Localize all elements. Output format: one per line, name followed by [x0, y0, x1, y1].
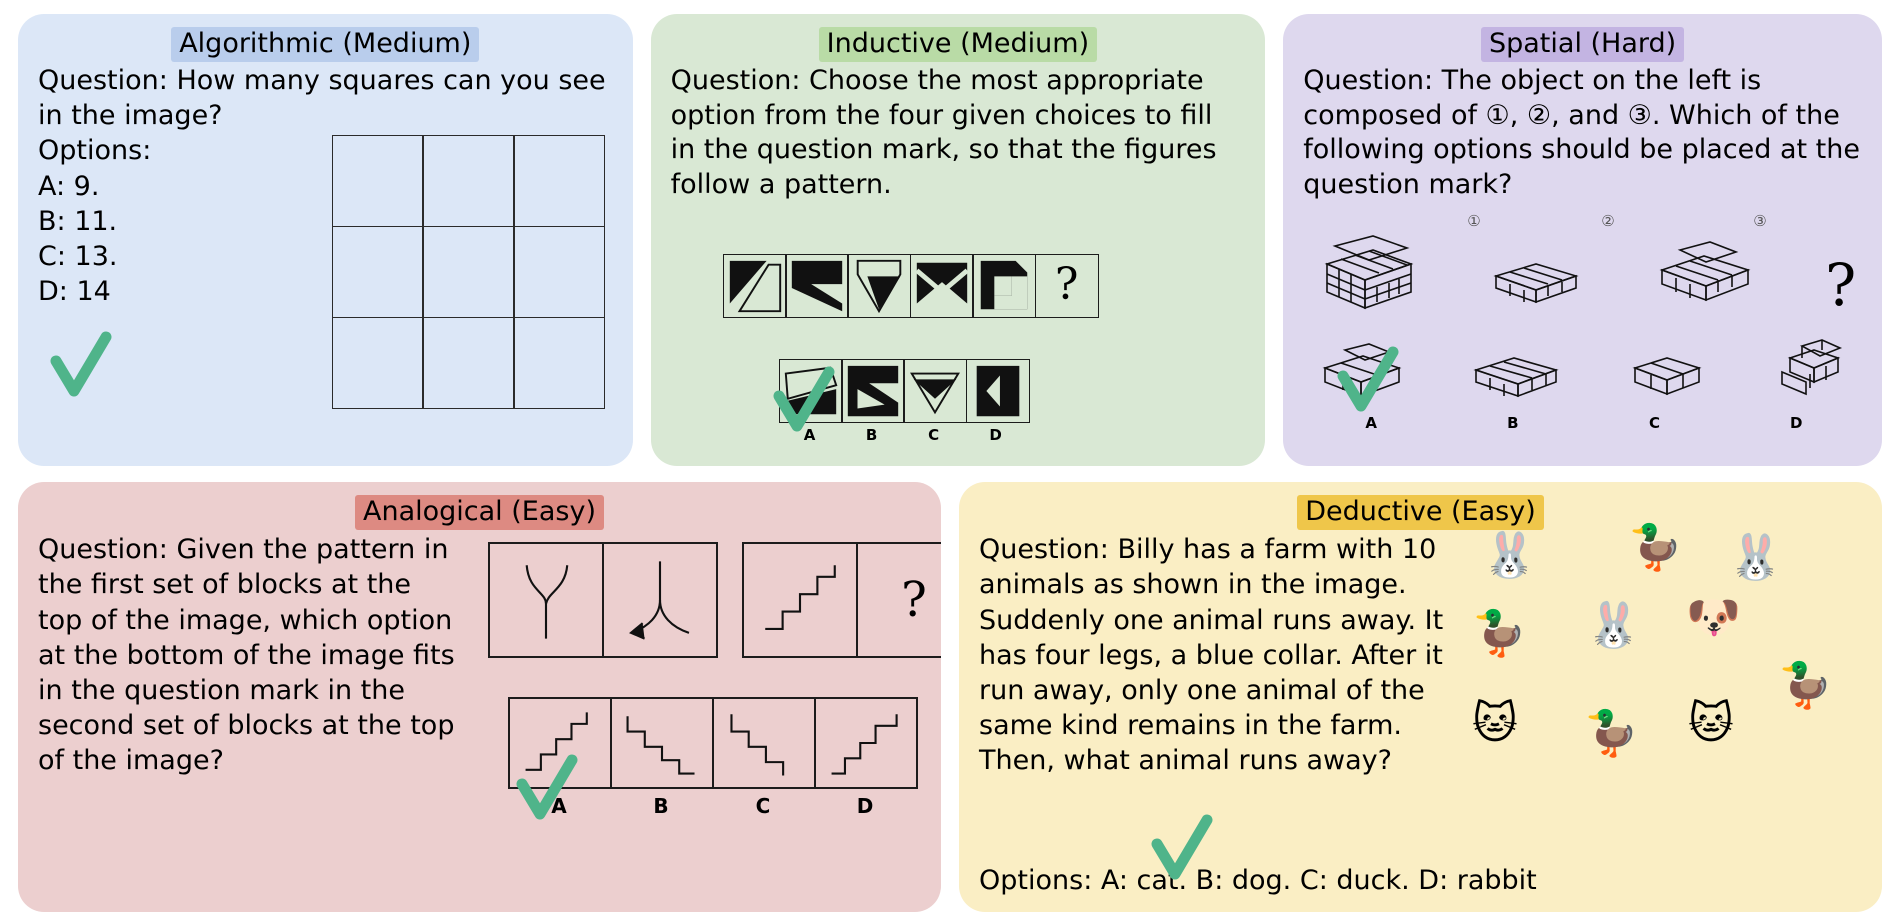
- piece-label-1: ①: [1467, 212, 1481, 230]
- option-d[interactable]: D: 14: [38, 275, 111, 307]
- card-analogical: [18, 482, 941, 912]
- option-c-figure[interactable]: [1621, 344, 1711, 406]
- spatial-options-row: [1311, 332, 1856, 406]
- spatial-option-letters: [1311, 414, 1856, 432]
- question-label: Question: [1303, 65, 1424, 97]
- sequence-cell-1: [723, 254, 787, 318]
- animal-rabbit-1: 🐰: [1482, 530, 1537, 581]
- card-title-algorithmic: [38, 28, 613, 60]
- piece-label-3: ③: [1753, 212, 1767, 230]
- question-mark-label: ?: [901, 572, 927, 628]
- option-letter-c: C: [755, 794, 771, 818]
- sequence-cell-2: [785, 254, 849, 318]
- question-text-spatial: [1303, 64, 1862, 202]
- card-title-label: Algorithmic (Medium): [171, 27, 479, 62]
- question-body: : The object on the left is composed of ①, ②, and ③. Which of the following options should be placed at the question mark?: [1303, 65, 1860, 201]
- question-body: : Billy has a farm with 10 animals as shown in the image. Suddenly one animal runs away. It has four legs, a blue collar. After it run away, only one animal of the same kind remains in the farm. Then, what animal runs away?: [979, 534, 1444, 776]
- options-deductive: [979, 865, 1537, 896]
- option-cell-b[interactable]: [610, 697, 714, 789]
- option-letter-a: A: [1365, 414, 1378, 432]
- inductive-sequence-row: [723, 254, 1097, 318]
- question-body: : Choose the most appropriate option from the four given choices to fill in the question mark, so that the figures follow a pattern.: [670, 65, 1217, 201]
- option-letter-c: C: [928, 426, 940, 444]
- option-letter-d: D: [856, 794, 874, 818]
- card-deductive: [959, 482, 1882, 912]
- piece-label-2: ②: [1601, 212, 1615, 230]
- options-label: Options: [38, 135, 143, 167]
- first-set-cell-2: [602, 542, 718, 658]
- options-algorithmic: Options: A: 9. B: 11. C: 13. D: 14: [38, 133, 613, 308]
- option-a-figure[interactable]: [1311, 342, 1411, 406]
- card-title-deductive: [979, 496, 1862, 528]
- option-letter-b: B: [865, 426, 878, 444]
- option-letter-d: D: [1789, 414, 1803, 432]
- inductive-option-letters: [779, 426, 1027, 444]
- options-body[interactable]: : A: cat. B: dog. C: duck. D: rabbit: [1083, 865, 1537, 896]
- animal-duck-2: 🦆: [1472, 608, 1527, 659]
- option-letter-a: A: [551, 794, 567, 818]
- animal-cat-1: 🐱: [1472, 698, 1518, 749]
- animal-duck-4: 🦆: [1584, 708, 1639, 759]
- option-cell-a[interactable]: [508, 697, 612, 789]
- card-algorithmic: [18, 14, 633, 466]
- card-title-label: Spatial (Hard): [1481, 27, 1684, 62]
- card-title-label: Analogical (Easy): [355, 495, 604, 530]
- question-text-inductive: [671, 64, 1246, 202]
- option-letter-b: B: [1507, 414, 1519, 432]
- spatial-question-mark: ?: [1825, 251, 1857, 319]
- animal-duck-1: 🦆: [1628, 522, 1683, 573]
- animal-rabbit-3: 🐰: [1586, 600, 1641, 651]
- question-text-algorithmic: [38, 64, 613, 133]
- analogical-option-letters: [508, 794, 916, 818]
- sequence-cell-question: [1035, 254, 1099, 318]
- first-set-cell-1: [488, 542, 604, 658]
- card-title-label: Deductive (Easy): [1297, 495, 1543, 530]
- option-d-figure[interactable]: [1766, 332, 1856, 406]
- composed-object-figure: [1311, 230, 1421, 314]
- second-set-cell-1: [742, 542, 858, 658]
- animal-duck-3: 🦆: [1778, 660, 1833, 711]
- card-spatial: [1283, 14, 1882, 466]
- top-row: [18, 14, 1882, 466]
- card-title-spatial: [1303, 28, 1862, 60]
- options-label: Options: [979, 865, 1084, 896]
- option-cell-c[interactable]: [903, 359, 967, 423]
- option-cell-c[interactable]: [712, 697, 816, 789]
- animal-rabbit-2: 🐰: [1728, 532, 1783, 583]
- option-letter-a: A: [803, 426, 816, 444]
- analogical-second-set: [742, 542, 941, 658]
- question-text-deductive: [979, 532, 1479, 778]
- option-letter-d: D: [989, 426, 1002, 444]
- card-title-analogical: [38, 496, 921, 528]
- sequence-cell-5: [972, 254, 1036, 318]
- question-mark-label: ?: [1054, 259, 1079, 310]
- question-body: : Given the pattern in the first set of blocks at the top of the image, which option at the bottom of the image fits in the question mark in the second set of blocks at the top of the image?: [38, 534, 455, 776]
- sequence-cell-4: [910, 254, 974, 318]
- second-set-cell-question: [856, 542, 941, 658]
- card-inductive: [651, 14, 1266, 466]
- option-letter-b: B: [653, 794, 669, 818]
- farm-animals-figure: [1472, 522, 1868, 804]
- option-b-figure[interactable]: [1466, 342, 1566, 406]
- analogical-top-sets: [488, 542, 941, 658]
- option-c[interactable]: C: 13.: [38, 240, 118, 272]
- option-letter-c: C: [1649, 414, 1661, 432]
- question-text-analogical: [38, 532, 458, 778]
- question-body: : How many squares can you see in the image?: [38, 65, 606, 131]
- analogical-first-set: [488, 542, 716, 658]
- piece-1-figure: [1486, 250, 1586, 314]
- option-cell-b[interactable]: [841, 359, 905, 423]
- analogical-options-row: [508, 697, 916, 789]
- question-label: Question: [979, 534, 1100, 566]
- card-title-inductive: [671, 28, 1246, 60]
- square-grid-figure: [333, 136, 605, 408]
- inductive-options-row: [779, 359, 1029, 423]
- piece-2-figure: [1650, 240, 1760, 314]
- option-a[interactable]: A: 9.: [38, 170, 100, 202]
- question-label: Question: [38, 534, 159, 566]
- animal-cat-2: 🐱: [1688, 698, 1734, 749]
- option-cell-d[interactable]: [966, 359, 1030, 423]
- bottom-row: [18, 482, 1882, 912]
- animal-dog: 🐶: [1686, 592, 1741, 643]
- sequence-cell-3: [847, 254, 911, 318]
- card-title-label: Inductive (Medium): [819, 27, 1097, 62]
- check-mark-icon: [48, 329, 112, 403]
- option-cell-d[interactable]: [814, 697, 918, 789]
- option-b[interactable]: B: 11.: [38, 205, 118, 237]
- spatial-top-row: [1311, 230, 1857, 319]
- question-label: Question: [38, 65, 159, 97]
- question-label: Question: [670, 65, 792, 97]
- option-cell-a[interactable]: [779, 359, 843, 423]
